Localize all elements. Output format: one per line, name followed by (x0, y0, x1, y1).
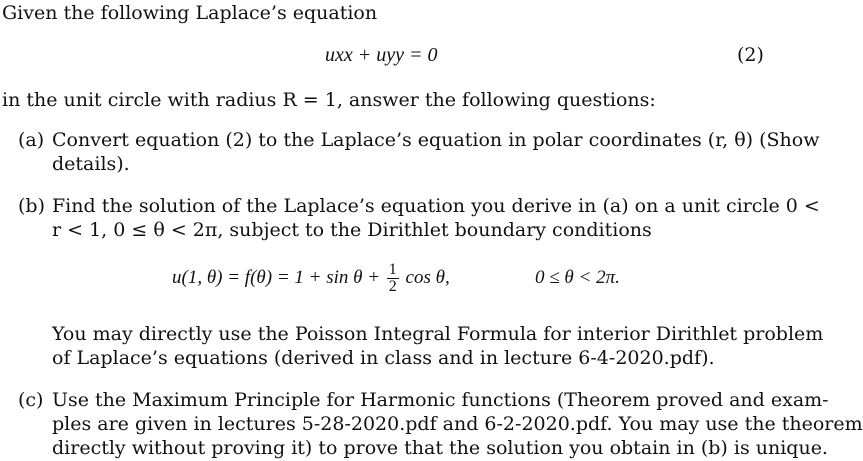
bc-domain: 0 ≤ θ < 2π. (535, 267, 620, 288)
part-b-note-2: of Laplace’s equations (derived in class and in lecture 6-4-2020.pdf). (52, 347, 715, 369)
intro-line-1: Given the following Laplace’s equation (2, 2, 378, 24)
part-a-label: (a) (18, 129, 45, 151)
intro-line-2: in the unit circle with radius R = 1, answer the following questions: (2, 89, 656, 111)
part-a-line-1: Convert equation (2) to the Laplace’s equation in polar coordinates (r, θ) (Show (52, 129, 820, 151)
fraction-numerator: 1 (388, 261, 397, 279)
laplace-equation: uxx + uyy = 0 (325, 44, 438, 66)
bc-right: cos θ, (405, 267, 450, 288)
part-b-line-1: Find the solution of the Laplace’s equation you derive in (a) on a unit circle 0 < (52, 195, 820, 217)
bc-left: u(1, θ) = f(θ) = 1 + sin θ + (172, 267, 381, 288)
part-c-label: (c) (18, 389, 44, 411)
equation-number: (2) (737, 44, 764, 66)
part-c-line-3: directly without proving it) to prove that the solution you obtain in (b) is unique. (52, 437, 828, 459)
part-a-line-2: details). (52, 153, 130, 175)
one-half-fraction (387, 262, 399, 295)
boundary-condition (172, 258, 450, 298)
part-c-line-1: Use the Maximum Principle for Harmonic functions (Theorem proved and exam- (52, 389, 829, 411)
part-c-line-2: ples are given in lectures 5-28-2020.pdf and 6-2-2020.pdf. You may use the theorem (52, 413, 863, 435)
part-b-label: (b) (18, 195, 45, 217)
part-b-note-1: You may directly use the Poisson Integral Formula for interior Dirithlet problem (52, 323, 824, 345)
fraction-denominator: 2 (388, 278, 397, 296)
part-b-line-2: r < 1, 0 ≤ θ < 2π, subject to the Dirithlet boundary conditions (52, 219, 652, 241)
